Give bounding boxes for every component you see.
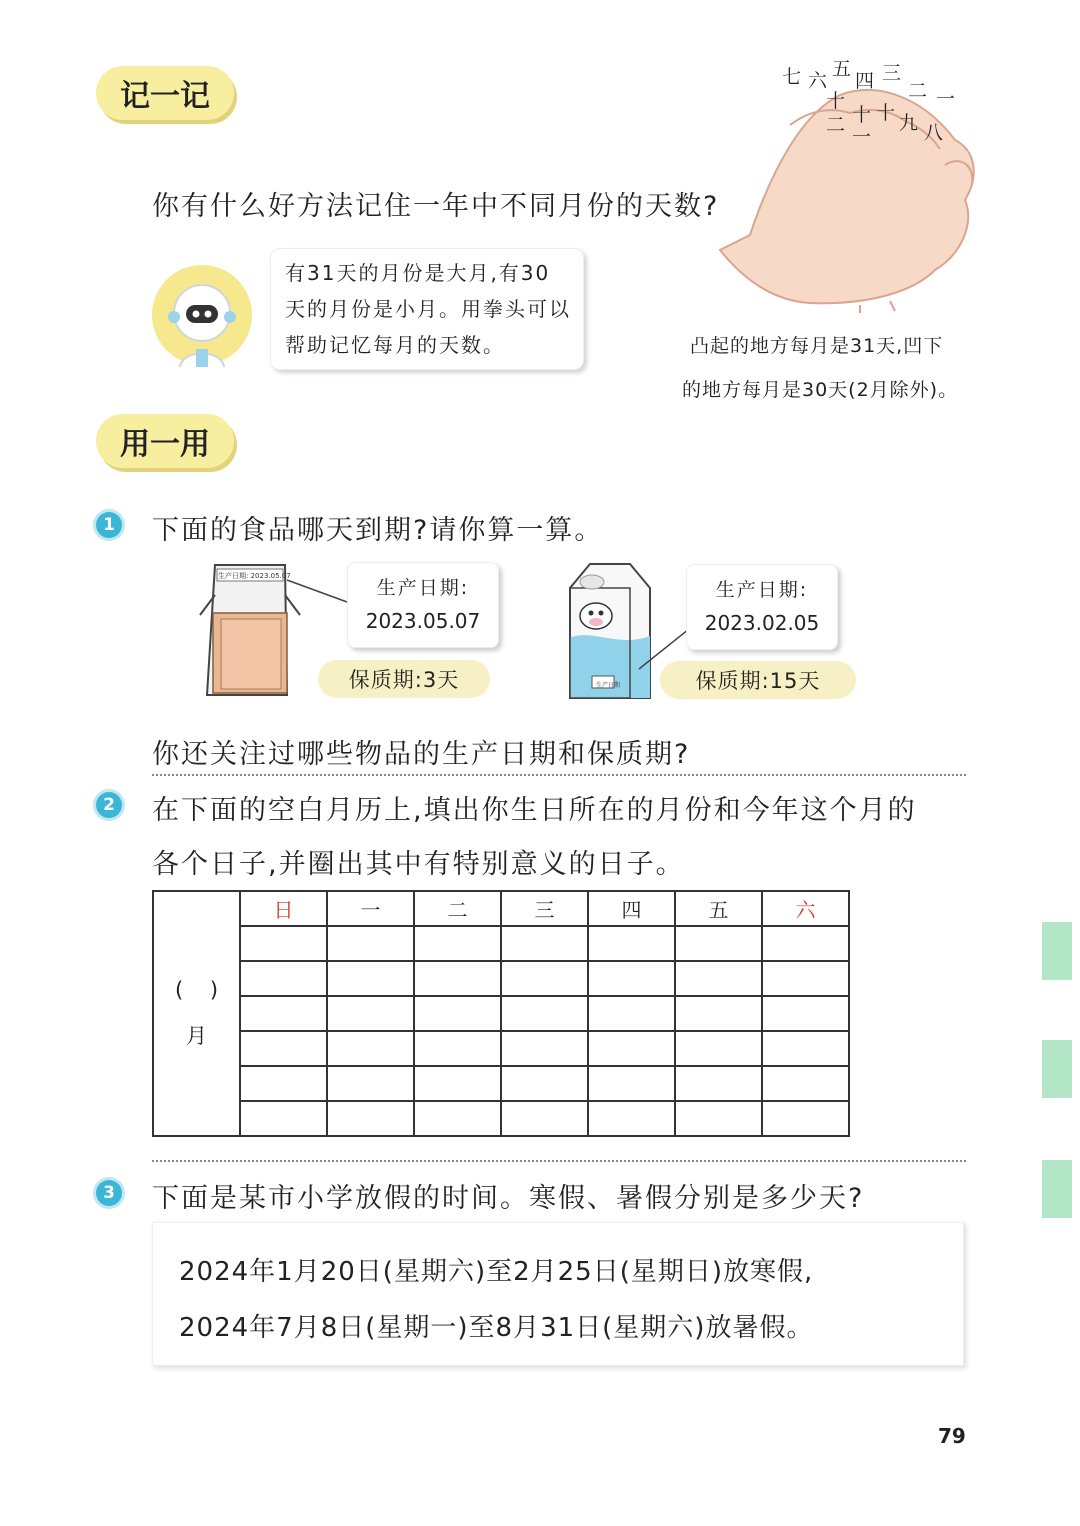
calendar-day-cell[interactable] — [240, 961, 327, 996]
fist-label: 十 — [826, 90, 846, 112]
robot-speech-bubble — [270, 248, 584, 370]
question-1-follow-up: 你还关注过哪些物品的生产日期和保质期? — [152, 739, 691, 770]
winter-holiday-line: 2024年1月20日(星期六)至2月25日(星期日)放寒假, — [179, 1257, 814, 1287]
calendar-day-cell[interactable] — [588, 1101, 675, 1136]
section-title-use: 用一用 — [96, 414, 234, 468]
calendar-day-cell[interactable] — [762, 1101, 849, 1136]
calendar-day-cell[interactable] — [588, 996, 675, 1031]
milk-package-text: 生产日期 — [596, 682, 621, 689]
question-3-text: 下面是某市小学放假的时间。寒假、暑假分别是多少天? — [152, 1183, 865, 1214]
calendar-day-cell[interactable] — [675, 996, 762, 1031]
calendar-day-cell[interactable] — [327, 961, 414, 996]
calendar-day-cell[interactable] — [762, 961, 849, 996]
calendar-day-cell[interactable] — [762, 1031, 849, 1066]
page-number: 79 — [938, 1424, 966, 1448]
fist-caption-line: 的地方每月是30天(2月除外)。 — [682, 379, 959, 401]
calendar-day-cell[interactable] — [327, 1066, 414, 1101]
bubble-line: 帮助记忆每月的天数。 — [285, 333, 505, 357]
weekday-header: 五 — [675, 891, 762, 926]
side-tab — [1042, 1040, 1072, 1098]
calendar-day-cell[interactable] — [327, 1101, 414, 1136]
calendar-day-cell[interactable] — [675, 1101, 762, 1136]
fist-label: 二 — [826, 114, 846, 136]
fist-label: 十 — [852, 104, 872, 126]
month-blank: ( ) — [174, 977, 219, 1002]
calendar-day-cell[interactable] — [501, 961, 588, 996]
holiday-info-box — [152, 1222, 964, 1366]
production-date-value: 2023.05.07 — [365, 609, 481, 633]
shelf-life-bread: 保质期:3天 — [318, 660, 490, 698]
calendar-day-cell[interactable] — [762, 926, 849, 961]
weekday-header: 二 — [414, 891, 501, 926]
calendar-day-cell[interactable] — [501, 1101, 588, 1136]
blank-calendar — [152, 890, 850, 1137]
calendar-day-cell[interactable] — [675, 1031, 762, 1066]
intro-question: 你有什么好方法记住一年中不同月份的天数? — [152, 191, 720, 222]
bread-package-text: 生产日期: 2023.05.07 — [218, 572, 291, 580]
weekday-header: 四 — [588, 891, 675, 926]
fist-label: 三 — [882, 62, 902, 84]
production-date-card-bread — [347, 562, 499, 648]
calendar-day-cell[interactable] — [414, 1101, 501, 1136]
production-date-card-milk — [686, 564, 838, 650]
calendar-day-cell[interactable] — [327, 996, 414, 1031]
robot-avatar — [150, 265, 270, 375]
bubble-line: 天的月份是小月。用拳头可以 — [285, 297, 571, 321]
divider — [152, 1160, 966, 1162]
calendar-day-cell[interactable] — [240, 926, 327, 961]
calendar-day-cell[interactable] — [414, 1066, 501, 1101]
weekday-header: 六 — [762, 891, 849, 926]
calendar-day-cell[interactable] — [588, 1066, 675, 1101]
question-number-3: 3 — [96, 1180, 122, 1206]
production-date-label: 生产日期: — [715, 579, 809, 601]
side-tab — [1042, 922, 1072, 980]
weekday-header: 日 — [240, 891, 327, 926]
fist-label: 一 — [852, 126, 872, 148]
calendar-day-cell[interactable] — [588, 1031, 675, 1066]
question-1-text: 下面的食品哪天到期?请你算一算。 — [152, 515, 604, 546]
fist-label: 二 — [908, 80, 928, 102]
section-title-remember: 记一记 — [96, 66, 234, 120]
question-2-text-line: 在下面的空白月历上,填出你生日所在的月份和今年这个月的 — [152, 795, 917, 826]
side-tab — [1042, 1160, 1072, 1218]
fist-label: 一 — [936, 88, 956, 110]
production-date-label: 生产日期: — [376, 577, 470, 599]
fist-label: 七 — [782, 66, 802, 88]
calendar-day-cell[interactable] — [501, 926, 588, 961]
calendar-day-cell[interactable] — [762, 996, 849, 1031]
question-number-1: 1 — [96, 512, 122, 538]
question-number-2: 2 — [96, 792, 122, 818]
calendar-day-cell[interactable] — [240, 1031, 327, 1066]
shelf-life-milk: 保质期:15天 — [660, 661, 856, 699]
fist-label: 四 — [855, 70, 875, 92]
month-label: 月 — [186, 1023, 207, 1048]
calendar-day-cell[interactable] — [675, 926, 762, 961]
summer-holiday-line: 2024年7月8日(星期一)至8月31日(星期六)放暑假。 — [179, 1313, 814, 1343]
question-2-text-line: 各个日子,并圈出其中有特别意义的日子。 — [152, 849, 685, 880]
fist-label: 十 — [876, 102, 896, 124]
weekday-header: 一 — [327, 891, 414, 926]
calendar-day-cell[interactable] — [414, 1031, 501, 1066]
calendar-day-cell[interactable] — [675, 961, 762, 996]
fist-label: 五 — [832, 58, 852, 80]
calendar-day-cell[interactable] — [240, 996, 327, 1031]
calendar-day-cell[interactable] — [327, 1031, 414, 1066]
production-date-value: 2023.02.05 — [704, 611, 820, 635]
calendar-day-cell[interactable] — [501, 1031, 588, 1066]
weekday-header: 三 — [501, 891, 588, 926]
calendar-day-cell[interactable] — [501, 996, 588, 1031]
calendar-day-cell[interactable] — [588, 961, 675, 996]
bubble-line: 有31天的月份是大月,有30 — [285, 261, 551, 285]
fist-label: 九 — [899, 112, 919, 134]
calendar-day-cell[interactable] — [501, 1066, 588, 1101]
calendar-day-cell[interactable] — [414, 926, 501, 961]
divider — [152, 774, 966, 776]
pointer-line — [285, 578, 355, 608]
fist-label: 八 — [924, 122, 944, 144]
calendar-day-cell[interactable] — [414, 961, 501, 996]
calendar-day-cell[interactable] — [762, 1066, 849, 1101]
fist-caption-line: 凸起的地方每月是31天,凹下 — [690, 335, 944, 357]
calendar-day-cell[interactable] — [414, 996, 501, 1031]
calendar-day-cell[interactable] — [675, 1066, 762, 1101]
calendar-day-cell[interactable] — [240, 1066, 327, 1101]
calendar-month-cell[interactable] — [153, 891, 240, 1136]
calendar-day-cell[interactable] — [588, 926, 675, 961]
fist-label: 六 — [808, 70, 828, 92]
calendar-day-cell[interactable] — [240, 1101, 327, 1136]
calendar-day-cell[interactable] — [327, 926, 414, 961]
